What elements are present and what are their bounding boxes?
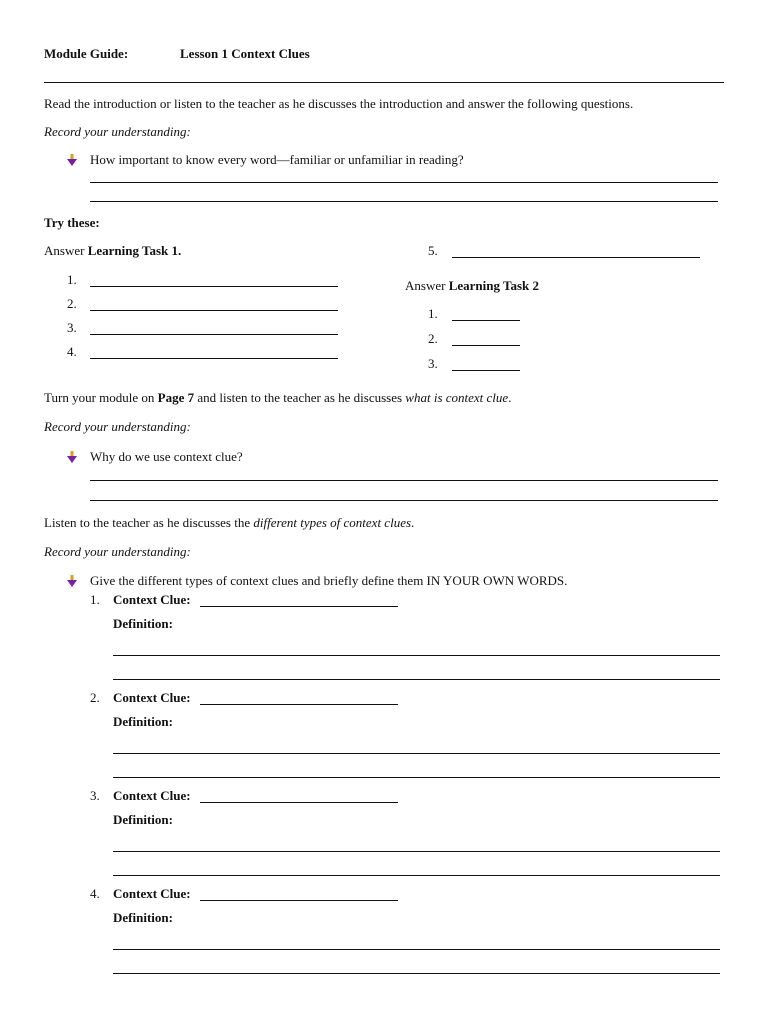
definition-line[interactable] bbox=[113, 777, 720, 778]
module-label: Module Guide: bbox=[44, 46, 129, 61]
answer-line[interactable] bbox=[90, 182, 718, 183]
task2-number: 3. bbox=[428, 356, 438, 371]
task1-number: 2. bbox=[67, 296, 77, 311]
task2-answer-line[interactable] bbox=[452, 345, 520, 346]
context-clue-line[interactable] bbox=[200, 704, 398, 705]
record-understanding-1: Record your understanding: bbox=[44, 124, 191, 139]
section2-question: Why do we use context clue? bbox=[90, 449, 243, 464]
section2-instruction: Turn your module on Page 7 and listen to the teacher as he discusses what is context clue. bbox=[44, 390, 512, 405]
answer-line[interactable] bbox=[90, 500, 718, 501]
task1-answer-line[interactable] bbox=[90, 286, 338, 287]
context-clue-line[interactable] bbox=[200, 606, 398, 607]
section3-question: Give the different types of context clues and briefly define them IN YOUR OWN WORDS. bbox=[90, 573, 568, 588]
arrow-bullet-icon bbox=[67, 154, 77, 166]
definition-line[interactable] bbox=[113, 949, 720, 950]
item-number: 3. bbox=[90, 788, 100, 803]
arrow-bullet-icon bbox=[67, 575, 77, 587]
intro-question: How important to know every word—familiar or unfamiliar in reading? bbox=[90, 152, 464, 167]
task1-number: 3. bbox=[67, 320, 77, 335]
task1-answer-line[interactable] bbox=[90, 358, 338, 359]
header-divider bbox=[44, 82, 724, 83]
context-clue-label: Context Clue: bbox=[113, 886, 191, 901]
answer-line[interactable] bbox=[90, 480, 718, 481]
lesson-title: Lesson 1 Context Clues bbox=[180, 46, 310, 61]
item-number: 4. bbox=[90, 886, 100, 901]
item-number: 2. bbox=[90, 690, 100, 705]
definition-label: Definition: bbox=[113, 910, 173, 925]
definition-line[interactable] bbox=[113, 875, 720, 876]
task1-number: 1. bbox=[67, 272, 77, 287]
definition-label: Definition: bbox=[113, 616, 173, 631]
record-understanding-3: Record your understanding: bbox=[44, 544, 191, 559]
task2-answer-line[interactable] bbox=[452, 320, 520, 321]
task1-number: 4. bbox=[67, 344, 77, 359]
task2-number: 1. bbox=[428, 306, 438, 321]
arrow-bullet-icon bbox=[67, 451, 77, 463]
task2-answer-line[interactable] bbox=[452, 370, 520, 371]
answer-line[interactable] bbox=[90, 201, 718, 202]
definition-label: Definition: bbox=[113, 714, 173, 729]
context-clue-line[interactable] bbox=[200, 802, 398, 803]
definition-line[interactable] bbox=[113, 973, 720, 974]
item-number: 1. bbox=[90, 592, 100, 607]
learning-task-1-heading: Answer Learning Task 1. bbox=[44, 243, 182, 258]
task1-answer-line[interactable] bbox=[452, 257, 700, 258]
learning-task-2-heading: Answer Learning Task 2 bbox=[405, 278, 540, 293]
definition-line[interactable] bbox=[113, 655, 720, 656]
context-clue-label: Context Clue: bbox=[113, 788, 191, 803]
definition-line[interactable] bbox=[113, 851, 720, 852]
context-clue-label: Context Clue: bbox=[113, 690, 191, 705]
task2-number: 2. bbox=[428, 331, 438, 346]
record-understanding-2: Record your understanding: bbox=[44, 419, 191, 434]
try-these-heading: Try these: bbox=[44, 215, 100, 230]
task1-answer-line[interactable] bbox=[90, 310, 338, 311]
context-clue-label: Context Clue: bbox=[113, 592, 191, 607]
definition-line[interactable] bbox=[113, 679, 720, 680]
definition-line[interactable] bbox=[113, 753, 720, 754]
section3-instruction: Listen to the teacher as he discusses the different types of context clues. bbox=[44, 515, 415, 530]
intro-instruction: Read the introduction or listen to the teacher as he discusses the introduction and answer the following questions. bbox=[44, 96, 634, 111]
definition-label: Definition: bbox=[113, 812, 173, 827]
task1-answer-line[interactable] bbox=[90, 334, 338, 335]
task1-number: 5. bbox=[428, 243, 438, 258]
context-clue-line[interactable] bbox=[200, 900, 398, 901]
